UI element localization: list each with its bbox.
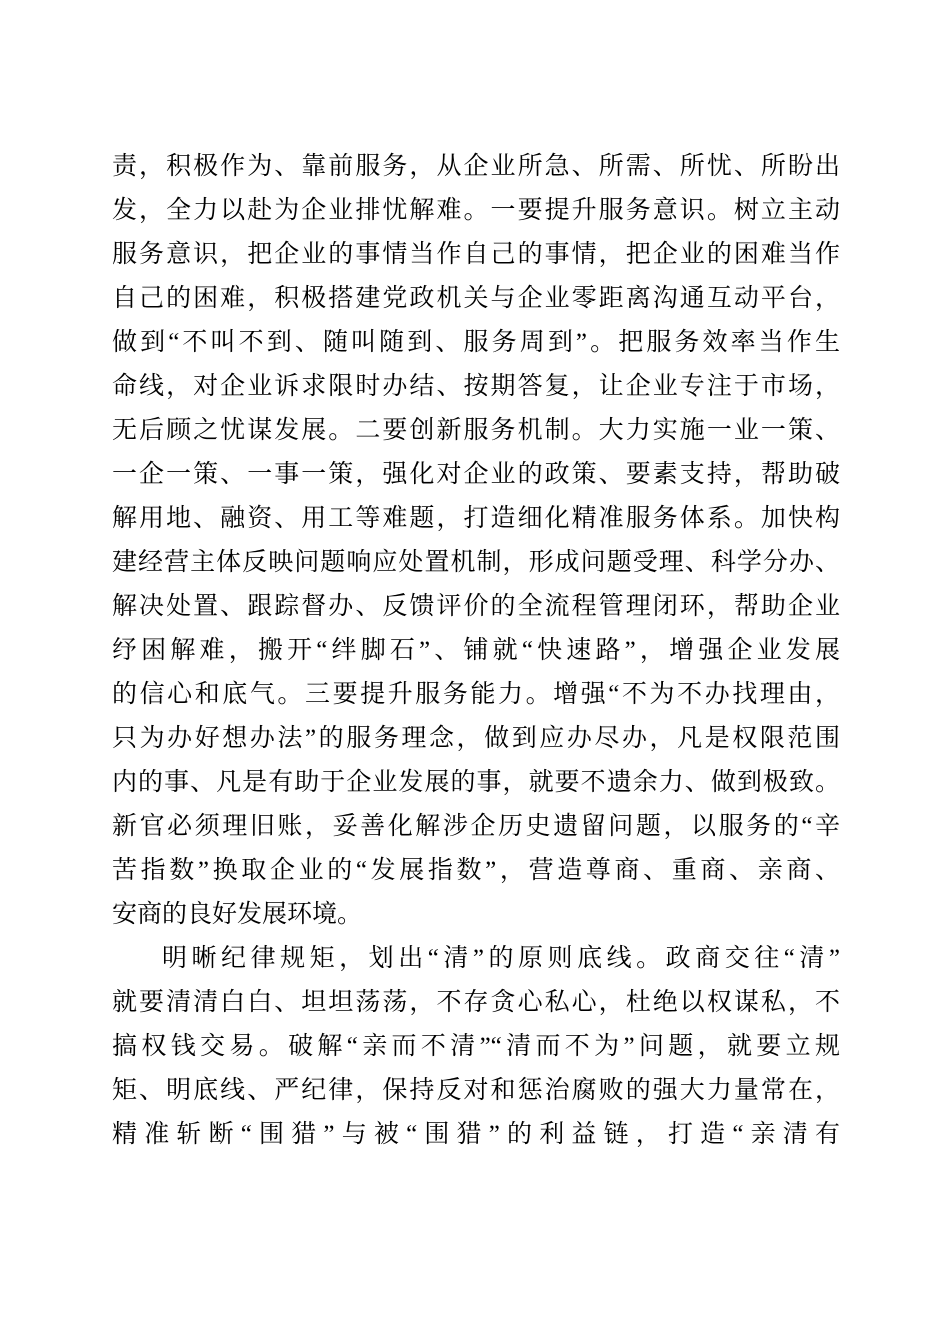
- text-line: 安商的良好发展环境。: [112, 901, 363, 928]
- text-line: 精准斩断“围猎”与被“围猎”的利益链，打造“亲清有: [112, 1121, 840, 1148]
- text-line: 做到“不叫不到、随叫随到、服务周到”。把服务效率当作生: [112, 329, 840, 356]
- text-line: 就要清清白白、坦坦荡荡，不存贪心私心，杜绝以权谋私，不: [112, 989, 840, 1016]
- text-line: 发，全力以赴为企业排忧解难。一要提升服务意识。树立主动: [112, 197, 840, 224]
- text-line: 只为办好想办法”的服务理念，做到应办尽办，凡是权限范围: [112, 725, 840, 752]
- text-line: 搞权钱交易。破解“亲而不清”“清而不为”问题，就要立规: [112, 1033, 840, 1060]
- text-line: 解决处置、跟踪督办、反馈评价的全流程管理闭环，帮助企业: [112, 593, 840, 620]
- text-line: 苦指数”换取企业的“发展指数”，营造尊商、重商、亲商、: [112, 857, 840, 884]
- text-line: 建经营主体反映问题响应处置机制，形成问题受理、科学分办、: [112, 549, 840, 576]
- text-line: 纾困解难，搬开“绊脚石”、铺就“快速路”，增强企业发展: [112, 637, 840, 664]
- text-line: 明晰纪律规矩，划出“清”的原则底线。政商交往“清”: [162, 945, 840, 972]
- text-line: 自己的困难，积极搭建党政机关与企业零距离沟通互动平台，: [112, 285, 840, 312]
- text-line: 一企一策、一事一策，强化对企业的政策、要素支持，帮助破: [112, 461, 840, 488]
- paragraph-service-measures: [112, 145, 840, 937]
- paragraph-discipline-rules: [112, 937, 840, 1157]
- text-line: 内的事、凡是有助于企业发展的事，就要不遗余力、做到极致。: [112, 769, 840, 796]
- text-line: 解用地、融资、用工等难题，打造细化精准服务体系。加快构: [112, 505, 840, 532]
- text-line: 责，积极作为、靠前服务，从企业所急、所需、所忧、所盼出: [112, 153, 840, 180]
- text-line: 的信心和底气。三要提升服务能力。增强“不为不办找理由，: [112, 681, 840, 708]
- text-line: 服务意识，把企业的事情当作自己的事情，把企业的困难当作: [112, 241, 840, 268]
- text-line: 无后顾之忧谋发展。二要创新服务机制。大力实施一业一策、: [112, 417, 840, 444]
- text-line: 命线，对企业诉求限时办结、按期答复，让企业专注于市场，: [112, 373, 840, 400]
- text-line: 矩、明底线、严纪律，保持反对和惩治腐败的强大力量常在，: [112, 1077, 840, 1104]
- text-line: 新官必须理旧账，妥善化解涉企历史遗留问题，以服务的“辛: [112, 813, 840, 840]
